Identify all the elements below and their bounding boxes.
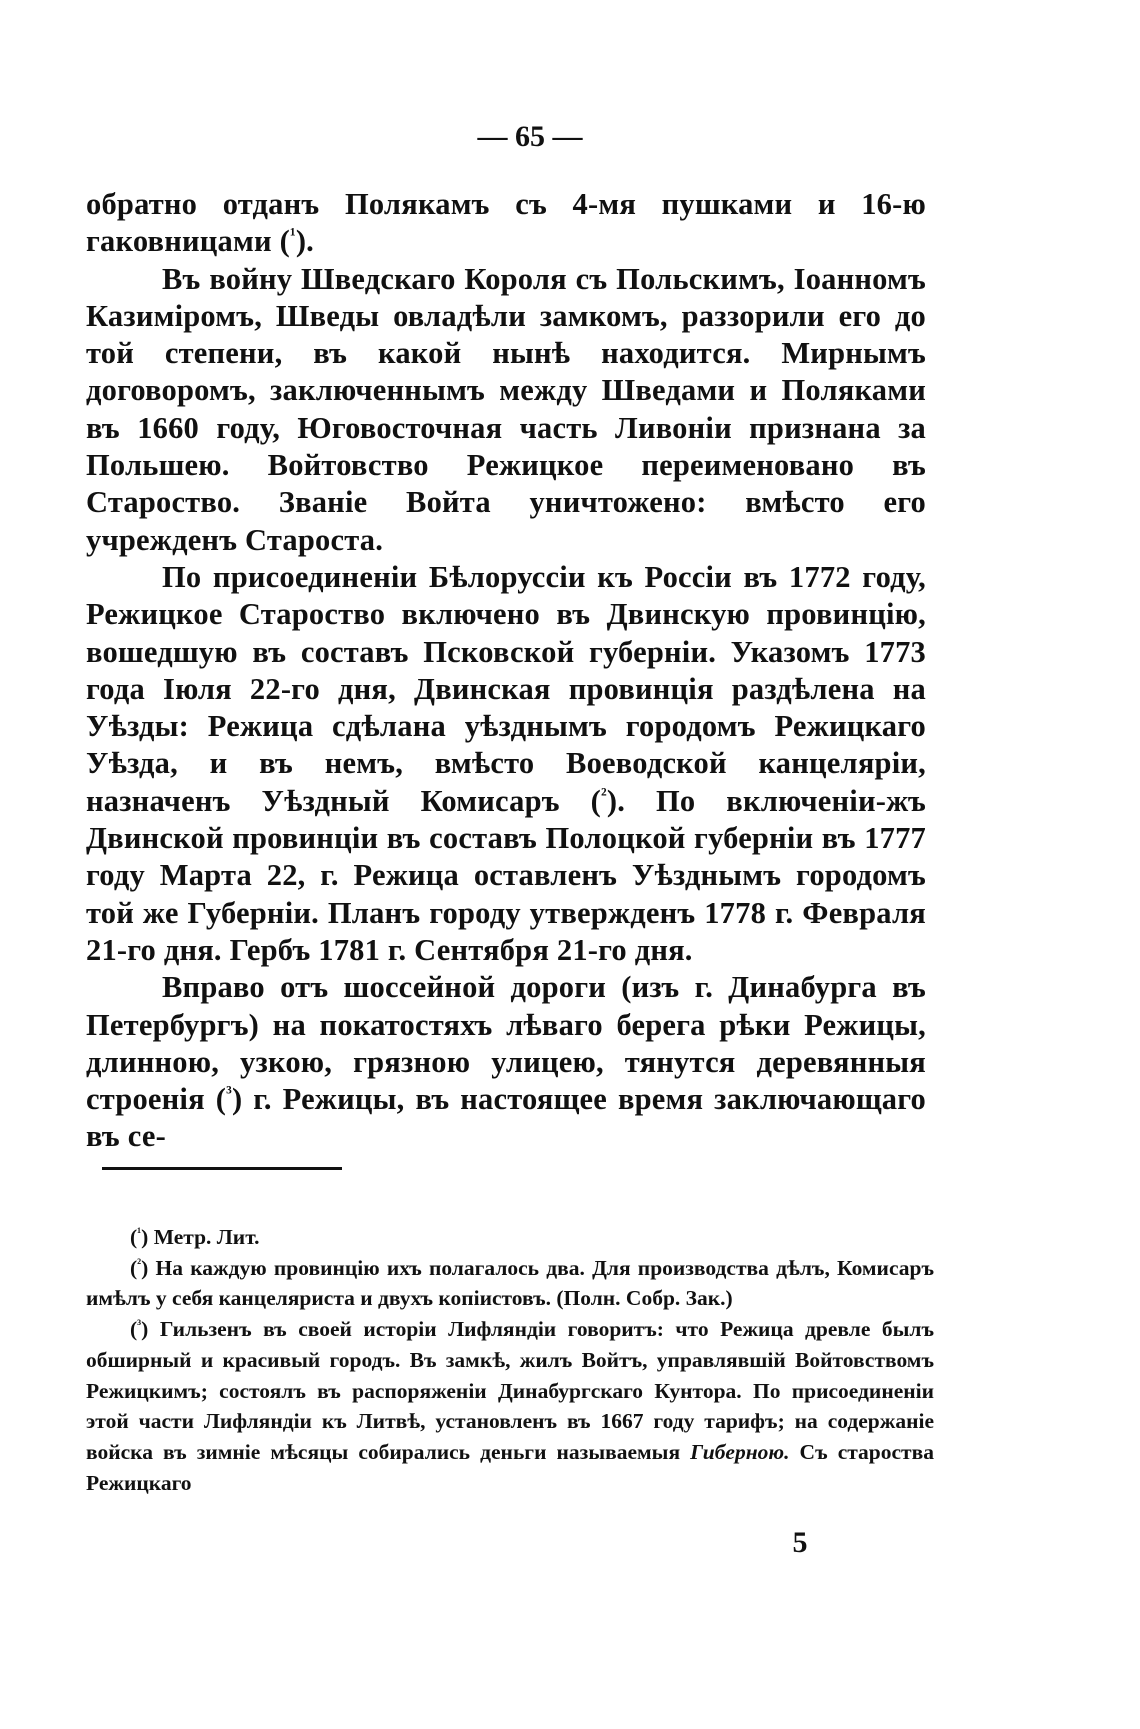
footnotes	[86, 1222, 934, 1498]
signature-mark: 5	[792, 1526, 808, 1559]
text-run: Съ староства Режицкаго	[86, 1439, 934, 1495]
text-run: Вправо отъ шоссейной дороги (изъ г. Динабурга въ Петербургъ) на покатостяхъ лѣваго берега рѣки Режицы, длинною, узкою, грязною улицею, тянутся деревянныя строенія (	[86, 970, 926, 1117]
paragraph-4	[86, 969, 926, 1155]
footnote-ref-1: ¹	[289, 224, 296, 246]
text-run: обратно отданъ Полякамъ съ 4-мя пушками и 16-ю гаковницами (	[86, 187, 926, 259]
text-run: Въ войну Шведскаго Короля съ Польскимъ, Іоанномъ Казиміромъ, Шведы овладѣли замкомъ, раззорили его до той степени, въ какой нынѣ находится. Мирнымъ договоромъ, заключеннымъ между Шведами и Поляками въ 1660 году, Юговосточная часть Ливоніи признана за Польшею. Войтовство Режицкое переименовано въ Староство. Званіе Войта уничтожено: вмѣсто его учрежденъ Староста.	[86, 261, 926, 557]
footnote-ref-3: ³	[226, 1082, 232, 1104]
footnote-marker: ²	[137, 1255, 142, 1271]
text-run: ).	[295, 224, 314, 259]
page-number: — 65 —	[477, 120, 583, 153]
footnote-marker: ³	[137, 1316, 142, 1332]
text-run: ) Гильзенъ въ своей исторіи Лифляндіи говоритъ: что Режица древле былъ обширный и красивый городъ. Въ замкѣ, жилъ Войтъ, управлявшій Войтовствомъ Режицкимъ; состоялъ въ распоряженіи Динабургскаго Кунтора. По присоединеніи этой части Лифляндіи къ Литвѣ, установленъ въ 1667 году тарифъ; на содержаніе войска въ зимніе мѣсяцы собирались деньги называемыя	[86, 1317, 934, 1464]
paragraph-1	[86, 186, 926, 261]
footnote-2	[86, 1253, 934, 1314]
paragraph-2	[86, 261, 926, 559]
paragraph-3	[86, 559, 926, 969]
footnote-ref-2: ²	[601, 784, 607, 806]
footnote-marker: ¹	[137, 1224, 142, 1240]
text-run: ). По включеніи-жъ Двинской провинціи въ составъ Полоцкой губерніи въ 1777 году Марта 22, г. Режица оставленъ Уѣзднымъ городомъ той же Губерніи. Планъ городу утвержденъ 1778 г. Февраля 21-го дня. Гербъ 1781 г. Сентября 21-го дня.	[86, 783, 926, 967]
text-run: (	[130, 1255, 138, 1280]
text-run: ) На каждую провинцію ихъ полагалось два. Для производства дѣлъ, Комисаръ имѣлъ у себя канцеляриста и двухъ копіистовъ. (Полн. Собр. Зак.)	[86, 1255, 934, 1311]
text-run: ) Метр. Лит.	[141, 1225, 260, 1249]
text-run: По присоединеніи Бѣлоруссіи къ Россіи въ 1772 году, Режицкое Староство включено въ Двинскую провинцію, вошедшую въ составъ Псковской губерніи. Указомъ 1773 года Іюля 22-го дня, Двинская провинція раздѣлена на Уѣзды: Режица сдѣлана уѣзднымъ городомъ Режицкаго Уѣзда, и въ немъ, вмѣсто Воеводской канцеляріи, назначенъ Уѣздный Комисаръ (	[86, 559, 926, 818]
main-text	[86, 186, 926, 1156]
footnote-3	[86, 1314, 934, 1498]
footnote-divider	[102, 1167, 342, 1170]
text-run: ) г. Режицы, въ настоящее время заключающаго въ се-	[86, 1082, 926, 1154]
italic-term: Гиберною.	[690, 1439, 790, 1464]
footnote-1	[86, 1222, 934, 1253]
text-run: (	[130, 1225, 138, 1249]
text-run: (	[130, 1317, 138, 1342]
